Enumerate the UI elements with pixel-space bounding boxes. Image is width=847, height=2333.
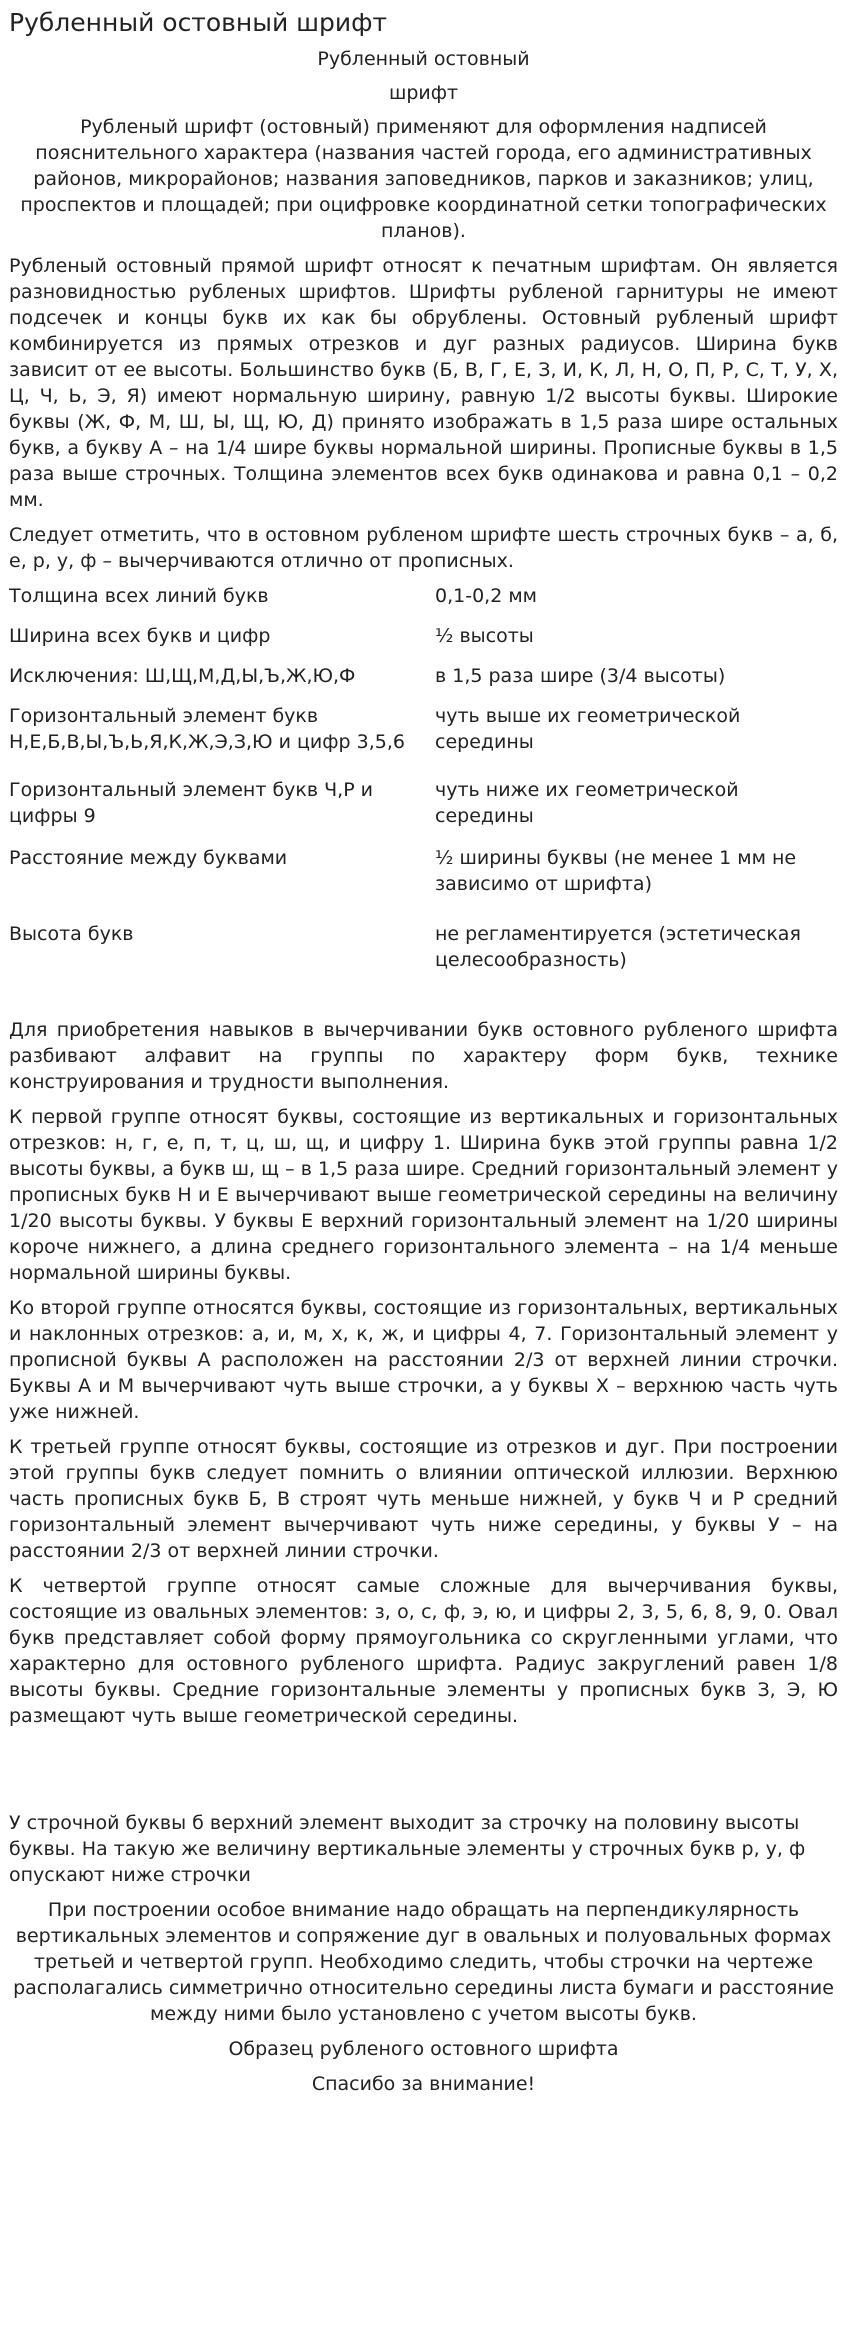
sample-caption: Образец рубленого остовного шрифта xyxy=(228,2038,619,2060)
paragraph-8: У строчной буквы б верхний элемент выходит за строчку на половину высоты буквы. На такую же величину вертикальные элементы у строчных букв р, у, ф опускают ниже строчки xyxy=(9,1812,806,1886)
subtitle-line-2: шрифт xyxy=(388,82,459,104)
param-value: 0,1-0,2 мм xyxy=(435,585,537,607)
thanks-text: Спасибо за внимание! xyxy=(311,2073,536,2095)
param-value: чуть ниже их геометрической середины xyxy=(435,779,739,827)
param-key: Горизонтальный элемент букв Н,Е,Б,В,Ы,Ъ,Ь,Я,К,Ж,Э,З,Ю и цифр 3,5,6 xyxy=(9,705,405,753)
table-row xyxy=(9,583,838,623)
paragraph-1: Рубленый остовный прямой шрифт относят к печатным шрифтам. Он является разновидностью рубленых шрифтов. Шрифты рубленой гарнитуры не имеют подсечек и концы букв их как бы обрублены. Остовный рубленый шрифт комбинируется из прямых отрезков и дуг разных радиусов. Ширина букв зависит от ее высоты. Большинство букв (Б, В, Г, Е, З, И, К, Л, Н, О, П, Р, С, Т, У, Х, Ц, Ч, Ь, Э, Я) имеют нормальную ширину, равную 1/2 высоты буквы. Широкие буквы (Ж, Ф, М, Ш, Ы, Щ, Ю, Д) принято изображать в 1,5 раза шире остальных букв, а букву А – на 1/4 шире буквы нормальной ширины. Прописные буквы в 1,5 раза выше строчных. Толщина элементов всех букв одинакова и равна 0,1 – 0,2 мм. xyxy=(9,255,838,511)
param-value: ½ высоты xyxy=(435,625,534,647)
param-key: Ширина всех букв и цифр xyxy=(9,625,271,647)
param-key: Горизонтальный элемент букв Ч,Р и цифры 9 xyxy=(9,779,374,827)
spacer xyxy=(9,1738,838,1810)
param-value: не регламентируется (эстетическая целесообразность) xyxy=(435,923,801,971)
spacer xyxy=(9,981,838,1017)
font-parameters-table xyxy=(9,583,838,981)
table-row xyxy=(9,777,838,845)
subtitle-line-1: Рубленный остовный xyxy=(317,48,530,70)
table-row xyxy=(9,623,838,663)
param-value: чуть выше их геометрической середины xyxy=(435,705,741,753)
paragraph-5: Ко второй группе относятся буквы, состоящие из горизонтальных, вертикальных и наклонных отрезков: а, и, м, х, к, ж, и цифры 4, 7. Горизонтальный элемент у прописной буквы А расположен на расстоянии 2/3 от верхней линии строчки. Буквы А и М вычерчивают чуть выше строчки, а у буквы Х – верхнюю часть чуть уже нижней. xyxy=(9,1297,838,1423)
param-key: Расстояние между буквами xyxy=(9,847,288,869)
document-page xyxy=(0,8,847,2097)
paragraph-3: Для приобретения навыков в вычерчивании букв остовного рубленого шрифта разбивают алфавит на группы по характеру форм букв, технике конструирования и трудности выполнения. xyxy=(9,1019,838,1093)
table-row xyxy=(9,921,838,981)
table-row xyxy=(9,703,838,777)
paragraph-9: При построении особое внимание надо обращать на перпендикулярность вертикальных элементов и сопряжение дуг в овальных и полуовальных формах третьей и четвертой групп. Необходимо следить, чтобы строчки на чертеже располагались симметрично относительно середины листа бумаги и расстояние между ними было установлено с учетом высоты букв. xyxy=(13,1899,834,2025)
param-value: ½ ширины буквы (не менее 1 мм не зависимо от шрифта) xyxy=(435,847,797,895)
page-title: Рубленный остовный шрифт xyxy=(9,8,388,37)
param-key: Толщина всех линий букв xyxy=(9,585,269,607)
paragraph-6: К третьей группе относят буквы, состоящие из отрезков и дуг. При построении этой группы букв следует помнить о влиянии оптической иллюзии. Верхнюю часть прописных букв Б, В строят чуть меньше нижней, у букв Ч и Р средний горизонтальный элемент вычерчивают чуть ниже середины, у буквы У – на расстоянии 2/3 от верхней линии строчки. xyxy=(9,1436,838,1562)
table-row xyxy=(9,845,838,921)
intro-paragraph: Рубленый шрифт (остовный) применяют для оформления надписей пояснительного характера (названия частей города, его административных районов, микрорайонов; названия заповедников, парков и заказников; улиц, проспектов и площадей; при оцифровке координатной сетки топографических планов). xyxy=(20,116,827,242)
param-key: Высота букв xyxy=(9,923,134,945)
table-row xyxy=(9,663,838,703)
paragraph-2: Следует отметить, что в остовном рубленом шрифте шесть строчных букв – а, б, е, р, у, ф – вычерчиваются отлично от прописных. xyxy=(9,524,838,572)
param-key: Исключения: Ш,Щ,М,Д,Ы,Ъ,Ж,Ю,Ф xyxy=(9,665,356,687)
paragraph-7: К четвертой группе относят самые сложные для вычерчивания буквы, состоящие из овальных элементов: з, о, с, ф, э, ю, и цифры 2, 3, 5, 6, 8, 9, 0. Овал букв представляет собой форму прямоугольника со скругленными углами, что характерно для остовного рубленого шрифта. Радиус закруглений равен 1/8 высоты буквы. Средние горизонтальные элементы у прописных букв З, Э, Ю размещают чуть выше геометрической середины. xyxy=(9,1575,838,1727)
paragraph-4: К первой группе относят буквы, состоящие из вертикальных и горизонтальных отрезков: н, г, е, п, т, ц, ш, щ, и цифру 1. Ширина букв этой группы равна 1/2 высоты буквы, а букв ш, щ – в 1,5 раза шире. Средний горизонтальный элемент у прописных букв Н и Е вычерчивают выше геометрической середины на величину 1/20 высоты буквы. У буквы Е верхний горизонтальный элемент на 1/20 ширины короче нижнего, а длина среднего горизонтального элемента – на 1/4 меньше нормальной ширины буквы. xyxy=(9,1106,838,1284)
param-value: в 1,5 раза шире (3/4 высоты) xyxy=(435,665,726,687)
